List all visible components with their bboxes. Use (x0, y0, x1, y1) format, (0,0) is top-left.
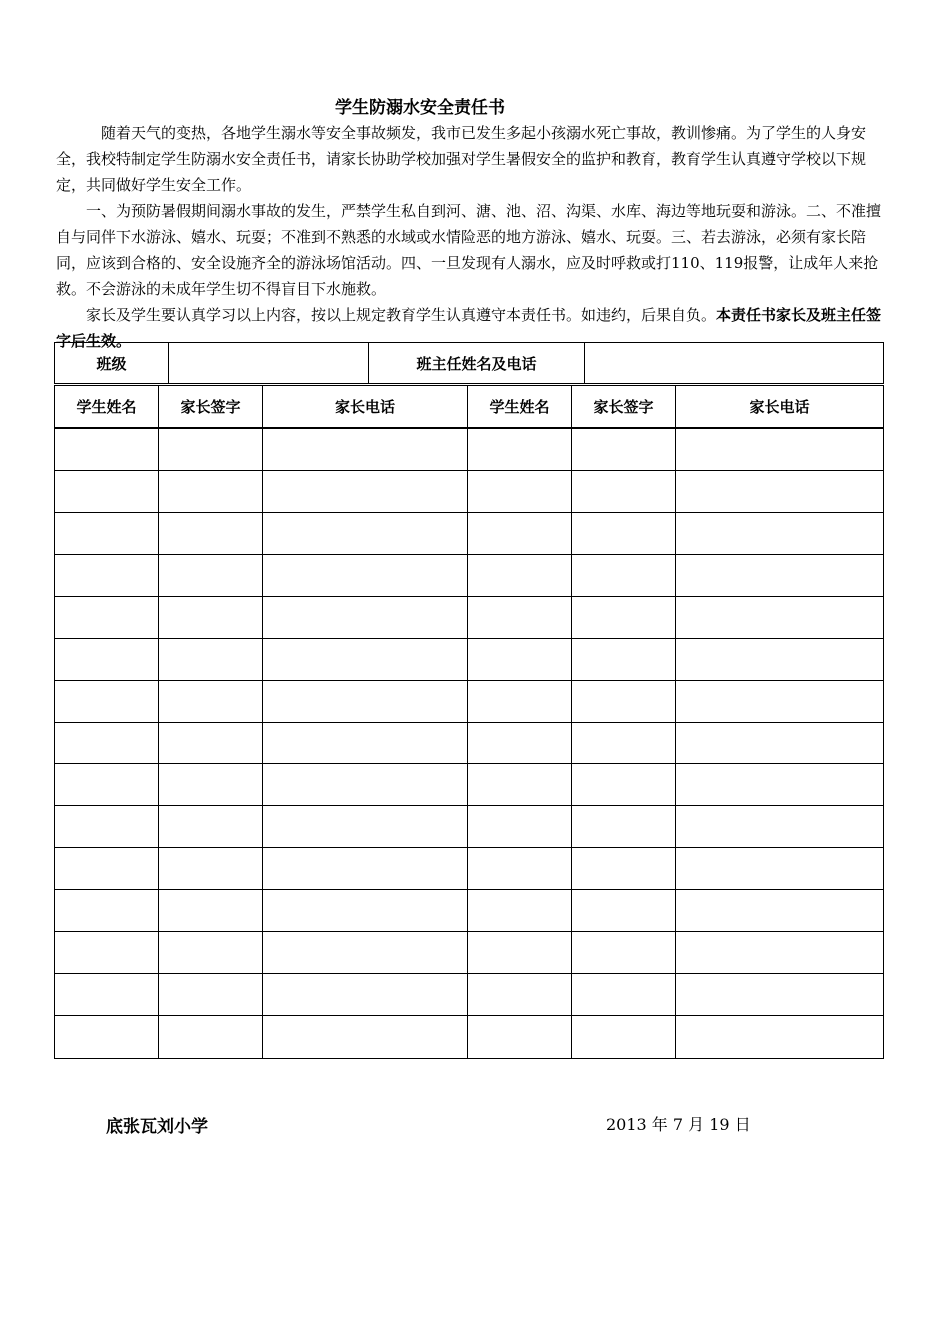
student-name-cell[interactable] (55, 723, 159, 764)
parent-phone-cell[interactable] (263, 513, 467, 554)
parent-phone-cell[interactable] (263, 639, 467, 680)
parent-signature-cell[interactable] (159, 513, 263, 554)
parent-phone-cell[interactable] (263, 890, 467, 931)
student-name-cell[interactable] (468, 764, 572, 805)
table-row (468, 639, 883, 681)
student-name-cell[interactable] (468, 681, 572, 722)
table-row (55, 597, 467, 639)
table-row (55, 1016, 467, 1058)
parent-signature-cell[interactable] (572, 471, 676, 512)
table-left-half (55, 386, 468, 1058)
parent-signature-cell[interactable] (572, 890, 676, 931)
student-name-cell[interactable] (55, 681, 159, 722)
parent-signature-cell[interactable] (159, 764, 263, 805)
parent-phone-cell[interactable] (676, 1016, 883, 1058)
parent-phone-cell[interactable] (263, 597, 467, 638)
student-name-cell[interactable] (468, 932, 572, 973)
parent-signature-cell[interactable] (572, 974, 676, 1015)
student-name-cell[interactable] (468, 429, 572, 470)
closing-text: 家长及学生要认真学习以上内容，按以上规定教育学生认真遵守本责任书。如违约，后果自负。 (86, 306, 717, 324)
parent-phone-cell[interactable] (263, 555, 467, 596)
table-row (55, 513, 467, 555)
parent-phone-cell[interactable] (676, 513, 883, 554)
table-row (468, 681, 883, 723)
parent-phone-cell[interactable] (676, 555, 883, 596)
table-row (55, 723, 467, 765)
parent-phone-cell[interactable] (263, 681, 467, 722)
table-header-row (55, 386, 467, 429)
table-row (55, 974, 467, 1016)
student-name-cell[interactable] (468, 597, 572, 638)
parent-signature-cell[interactable] (159, 639, 263, 680)
parent-signature-cell[interactable] (159, 555, 263, 596)
parent-phone-cell[interactable] (676, 848, 883, 889)
student-name-cell[interactable] (468, 639, 572, 680)
column-header-parent-phone: 家长电话 (334, 397, 395, 416)
parent-signature-cell[interactable] (159, 974, 263, 1015)
student-name-cell[interactable] (55, 597, 159, 638)
parent-phone-cell[interactable] (263, 471, 467, 512)
parent-signature-cell[interactable] (159, 1016, 263, 1058)
table-row (468, 555, 883, 597)
student-name-cell[interactable] (468, 1016, 572, 1058)
paragraph-rules: 一、为预防暑假期间溺水事故的发生，严禁学生私自到河、溏、池、沼、沟渠、水库、海边等地玩耍和游泳。二、不准擅自与同伴下水游泳、嬉水、玩耍；不准到不熟悉的水域或水情险恶的地方游泳、嬉水、玩耍。三、若去游泳，必须有家长陪同，应该到合格的、安全设施齐全的游泳场馆活动。四、一旦发现有人溺水，应及时呼救或打110、119报警，让成年人来抢救。不会游泳的未成年学生切不得盲目下水施救。 (56, 202, 882, 298)
table-row (468, 429, 883, 471)
parent-phone-cell[interactable] (676, 806, 883, 847)
class-info-row (54, 342, 884, 384)
parent-phone-cell[interactable] (263, 723, 467, 764)
column-header-parent-signature: 家长签字 (159, 386, 263, 427)
parent-phone-cell[interactable] (676, 429, 883, 470)
parent-signature-cell[interactable] (159, 471, 263, 512)
parent-signature-cell[interactable] (159, 890, 263, 931)
parent-signature-cell[interactable] (572, 513, 676, 554)
parent-phone-cell[interactable] (676, 471, 883, 512)
parent-phone-cell[interactable] (676, 890, 883, 931)
student-name-cell[interactable] (55, 639, 159, 680)
parent-phone-cell[interactable] (676, 974, 883, 1015)
parent-signature-cell[interactable] (159, 806, 263, 847)
parent-signature-cell[interactable] (572, 555, 676, 596)
parent-phone-cell[interactable] (263, 806, 467, 847)
parent-phone-cell[interactable] (263, 1016, 467, 1058)
table-row (55, 806, 467, 848)
table-row (468, 513, 883, 555)
parent-signature-cell[interactable] (159, 597, 263, 638)
paragraph-intro: 随着天气的变热，各地学生溺水等安全事故频发，我市已发生多起小孩溺水死亡事故，教训惨痛。为了学生的人身安全，我校特制定学生防溺水安全责任书，请家长协助学校加强对学生暑假安全的监护和教育，教育学生认真遵守学校以下规定，共同做好学生安全工作。 (56, 124, 867, 194)
parent-phone-cell[interactable] (676, 932, 883, 973)
parent-signature-cell[interactable] (572, 429, 676, 470)
table-header-row (468, 386, 883, 429)
table-row (468, 806, 883, 848)
class-label: 班级 (55, 343, 169, 383)
parent-signature-cell[interactable] (572, 723, 676, 764)
student-name-cell[interactable] (55, 429, 159, 470)
table-row (468, 974, 883, 1016)
student-name-cell[interactable] (55, 555, 159, 596)
teacher-field[interactable] (585, 343, 883, 383)
table-row (468, 471, 883, 513)
parent-signature-cell[interactable] (572, 932, 676, 973)
student-name-cell[interactable] (55, 513, 159, 554)
table-row (55, 639, 467, 681)
document-date: 2013 年 7 月 19 日 (606, 1115, 751, 1134)
parent-phone-cell[interactable] (263, 848, 467, 889)
student-name-cell[interactable] (468, 806, 572, 847)
teacher-label: 班主任姓名及电话 (369, 343, 585, 383)
column-header-parent-signature: 家长签字 (572, 386, 676, 427)
parent-phone-cell[interactable] (676, 764, 883, 805)
student-name-cell[interactable] (468, 890, 572, 931)
parent-signature-cell[interactable] (572, 1016, 676, 1058)
column-header-student-name: 学生姓名 (55, 386, 159, 427)
parent-signature-cell[interactable] (572, 597, 676, 638)
parent-phone-cell[interactable] (676, 639, 883, 680)
table-row (55, 932, 467, 974)
student-name-cell[interactable] (468, 974, 572, 1015)
student-name-cell[interactable] (55, 1016, 159, 1058)
body-text (56, 120, 890, 354)
table-row (468, 890, 883, 932)
student-name-cell[interactable] (55, 890, 159, 931)
parent-signature-cell[interactable] (572, 764, 676, 805)
parent-signature-cell[interactable] (572, 639, 676, 680)
student-name-cell[interactable] (55, 932, 159, 973)
parent-signature-cell[interactable] (159, 681, 263, 722)
student-name-cell[interactable] (55, 471, 159, 512)
parent-phone-cell[interactable] (676, 723, 883, 764)
table-row (55, 681, 467, 723)
parent-phone-cell[interactable] (263, 429, 467, 470)
signature-table (54, 385, 884, 1059)
parent-signature-cell[interactable] (572, 806, 676, 847)
parent-phone-cell[interactable] (263, 932, 467, 973)
parent-signature-cell[interactable] (572, 681, 676, 722)
parent-signature-cell[interactable] (159, 429, 263, 470)
student-name-cell[interactable] (468, 513, 572, 554)
school-name: 底张瓦刘小学 (106, 1117, 208, 1137)
parent-phone-cell[interactable] (676, 597, 883, 638)
document-title: 学生防溺水安全责任书 (335, 98, 505, 118)
table-row (55, 764, 467, 806)
column-header-student-name: 学生姓名 (468, 386, 572, 427)
table-row (468, 597, 883, 639)
table-row (55, 890, 467, 932)
student-name-cell[interactable] (468, 848, 572, 889)
parent-signature-cell[interactable] (159, 723, 263, 764)
table-row (55, 848, 467, 890)
student-name-cell[interactable] (55, 806, 159, 847)
parent-signature-cell[interactable] (159, 932, 263, 973)
parent-phone-cell[interactable] (676, 681, 883, 722)
table-row (468, 932, 883, 974)
table-row (55, 471, 467, 513)
closing-bold-text: 本责任书家长及班主任签字后生效。 (56, 306, 882, 350)
table-row (468, 764, 883, 806)
student-name-cell[interactable] (55, 974, 159, 1015)
parent-phone-cell[interactable] (263, 974, 467, 1015)
table-row (468, 723, 883, 765)
table-row (468, 1016, 883, 1058)
table-row (55, 429, 467, 471)
student-name-cell[interactable] (55, 764, 159, 805)
table-row (55, 555, 467, 597)
student-name-cell[interactable] (468, 555, 572, 596)
table-right-half (468, 386, 883, 1058)
parent-phone-cell[interactable] (263, 764, 467, 805)
parent-signature-cell[interactable] (159, 848, 263, 889)
class-field[interactable] (169, 343, 369, 383)
column-header-parent-phone: 家长电话 (749, 397, 810, 416)
parent-signature-cell[interactable] (572, 848, 676, 889)
table-row (468, 848, 883, 890)
student-name-cell[interactable] (468, 471, 572, 512)
student-name-cell[interactable] (468, 723, 572, 764)
student-name-cell[interactable] (55, 848, 159, 889)
